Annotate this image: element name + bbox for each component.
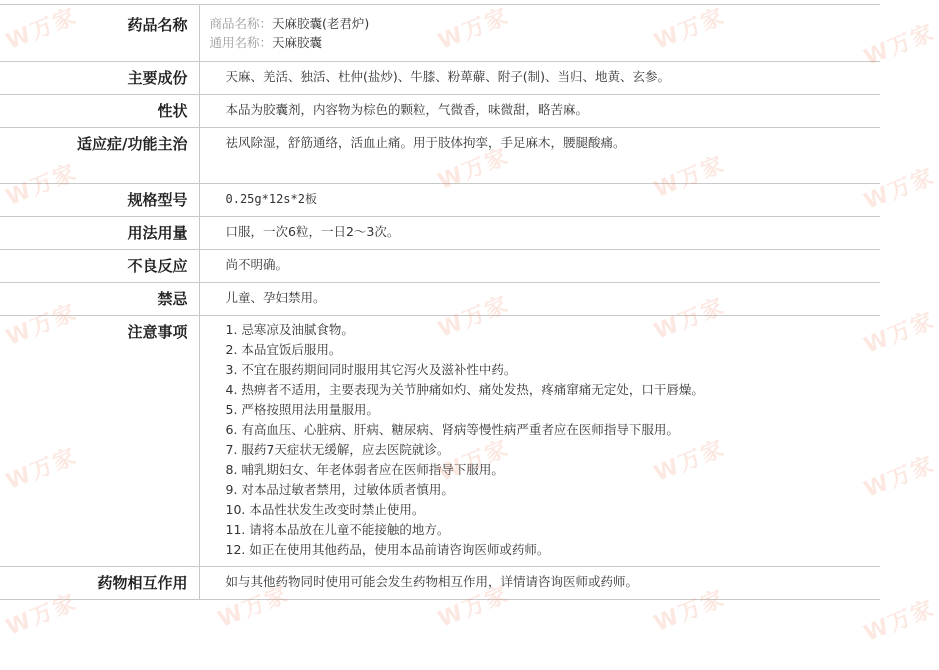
row-dosage [0, 217, 880, 250]
row-spec [0, 184, 880, 217]
row-ingredients [0, 62, 880, 95]
row-description [0, 95, 880, 128]
list-item: 11. 请将本品放在儿童不能接触的地方。 [225, 522, 450, 537]
watermark: W万家 [860, 451, 939, 503]
watermark: W万家 [434, 143, 514, 195]
watermark: W万家 [2, 299, 82, 351]
common-name-line [210, 33, 881, 52]
trade-name-value: 天麻胶囊(老君炉) [272, 16, 370, 31]
value-adverse: 尚不明确。 [199, 250, 880, 283]
row-indications [0, 128, 880, 184]
list-item: 7. 服药7天症状无缓解，应去医院就诊。 [225, 442, 450, 457]
watermark: W万家 [2, 159, 82, 211]
label-indications: 适应症/功能主治 [0, 128, 199, 184]
watermark: W万家 [2, 589, 82, 641]
row-adverse [0, 250, 880, 283]
list-item: 9. 对本品过敏者禁用，过敏体质者慎用。 [225, 482, 454, 497]
list-item: 1. 忌寒凉及油腻食物。 [225, 322, 354, 337]
watermark: W万家 [650, 585, 730, 637]
common-name-prefix: 通用名称： [209, 35, 273, 50]
list-item: 12. 如正在使用其他药品，使用本品前请咨询医师或药师。 [225, 542, 550, 557]
list-item: 8. 哺乳期妇女、年老体弱者应在医师指导下服用。 [225, 462, 504, 477]
list-item: 2. 本品宜饭后服用。 [225, 342, 342, 357]
common-name-value: 天麻胶囊 [272, 35, 323, 50]
watermark: W万家 [434, 3, 514, 55]
label-ingredients: 主要成份 [0, 62, 199, 95]
watermark: W万家 [650, 293, 730, 345]
value-dosage: 口服，一次6粒，一日2～3次。 [199, 217, 880, 250]
label-dosage: 用法用量 [0, 217, 199, 250]
precautions-list [226, 320, 881, 560]
watermark: W万家 [214, 581, 294, 633]
value-ingredients: 天麻、羌活、独活、杜仲(盐炒)、牛膝、粉萆薢、附子(制)、当归、地黄、玄参。 [199, 62, 880, 95]
label-drug-name: 药品名称 [0, 5, 199, 62]
value-description: 本品为胶囊剂，内容物为棕色的颗粒，气微香，味微甜，略苦麻。 [199, 95, 880, 128]
watermark: W万家 [434, 581, 514, 633]
watermark: W万家 [650, 435, 730, 487]
label-interactions: 药物相互作用 [0, 567, 199, 600]
list-item: 4. 热痹者不适用，主要表现为关节肿痛如灼、痛处发热，疼痛窜痛无定处，口干唇燥。 [225, 382, 704, 397]
watermark: W万家 [860, 19, 939, 71]
watermark: W万家 [434, 435, 514, 487]
label-precautions: 注意事项 [0, 316, 199, 567]
list-item: 6. 有高血压、心脏病、肝病、糖尿病、肾病等慢性病严重者应在医师指导下服用。 [225, 422, 679, 437]
value-precautions [199, 316, 880, 567]
watermark: W万家 [650, 3, 730, 55]
watermark: W万家 [650, 151, 730, 203]
label-contraindications: 禁忌 [0, 283, 199, 316]
watermark: W万家 [2, 443, 82, 495]
label-spec: 规格型号 [0, 184, 199, 217]
label-description: 性状 [0, 95, 199, 128]
value-contraindications: 儿童、孕妇禁用。 [199, 283, 880, 316]
row-drug-name [0, 5, 880, 62]
list-item: 5. 严格按照用法用量服用。 [225, 402, 379, 417]
value-interactions: 如与其他药物同时使用可能会发生药物相互作用，详情请咨询医师或药师。 [199, 567, 880, 600]
trade-name-prefix: 商品名称： [209, 16, 273, 31]
watermark: W万家 [434, 291, 514, 343]
list-item: 10. 本品性状发生改变时禁止使用。 [225, 502, 425, 517]
watermark: W万家 [860, 595, 939, 647]
watermark: W万家 [860, 163, 939, 215]
value-indications: 祛风除湿，舒筋通络，活血止痛。用于肢体拘挛，手足麻木，腰腿酸痛。 [199, 128, 880, 184]
row-precautions [0, 316, 880, 567]
value-drug-name [199, 5, 880, 62]
row-interactions [0, 567, 880, 600]
spec-text: 0.25g*12s*2板 [225, 192, 317, 206]
row-contraindications [0, 283, 880, 316]
watermark: W万家 [860, 307, 939, 359]
value-spec [199, 184, 880, 217]
drug-info-table [0, 4, 880, 600]
watermark: W万家 [2, 3, 82, 55]
trade-name-line [210, 14, 881, 33]
label-adverse: 不良反应 [0, 250, 199, 283]
list-item: 3. 不宜在服药期间同时服用其它泻火及滋补性中药。 [225, 362, 517, 377]
